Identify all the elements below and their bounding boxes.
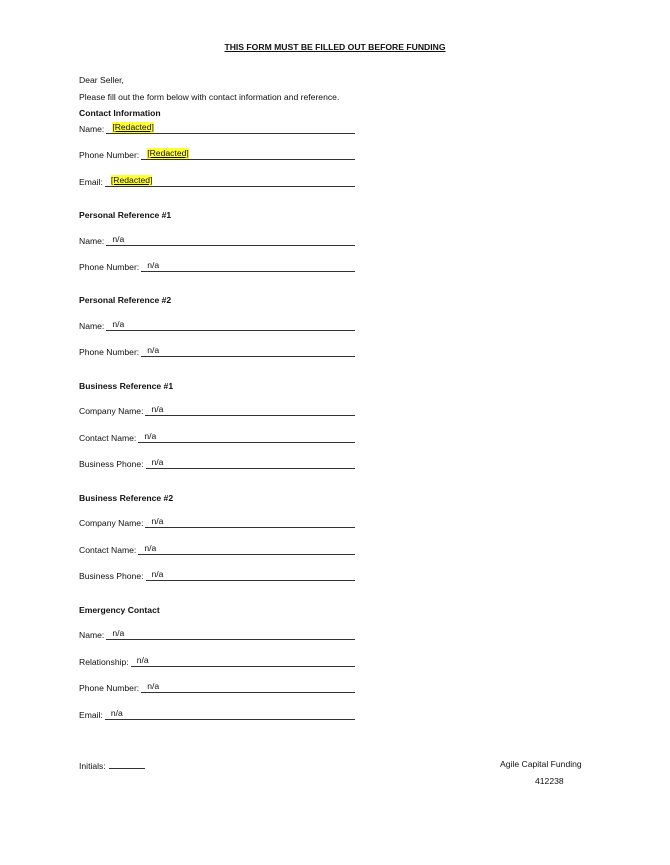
personal-ref-1-phone-value: n/a bbox=[147, 260, 160, 270]
personal-ref-1-phone-field[interactable] bbox=[79, 258, 355, 272]
emergency-email-field[interactable] bbox=[79, 706, 355, 720]
business-ref-1-phone-field[interactable] bbox=[79, 455, 355, 469]
business-ref-2-contact-label: Contact Name: bbox=[79, 545, 137, 555]
personal-ref-2-name-value: n/a bbox=[112, 319, 125, 329]
intro-text: Please fill out the form below with contact information and reference. bbox=[79, 92, 340, 102]
personal-ref-2-heading: Personal Reference #2 bbox=[79, 295, 172, 305]
company-id: 412238 bbox=[535, 776, 564, 786]
emergency-relationship-field[interactable] bbox=[79, 653, 355, 667]
emergency-phone-label: Phone Number: bbox=[79, 683, 140, 693]
contact-email-label: Email: bbox=[79, 177, 103, 187]
business-ref-1-company-value: n/a bbox=[151, 404, 164, 414]
personal-ref-1-name-field[interactable] bbox=[79, 232, 355, 246]
contact-name-label: Name: bbox=[79, 124, 105, 134]
emergency-email-value: n/a bbox=[110, 708, 123, 718]
business-ref-2-heading: Business Reference #2 bbox=[79, 493, 174, 503]
emergency-relationship-value: n/a bbox=[136, 655, 149, 665]
emergency-relationship-label: Relationship: bbox=[79, 657, 129, 667]
contact-email-field[interactable] bbox=[79, 173, 355, 187]
business-ref-1-contact-field[interactable] bbox=[79, 429, 355, 443]
business-ref-1-phone-value: n/a bbox=[151, 457, 164, 467]
contact-name-value: [Redacted] bbox=[112, 122, 154, 132]
emergency-phone-value: n/a bbox=[147, 681, 160, 691]
greeting: Dear Seller, bbox=[79, 75, 124, 85]
business-ref-2-company-field[interactable] bbox=[79, 514, 355, 528]
personal-ref-1-name-label: Name: bbox=[79, 236, 105, 246]
business-ref-2-phone-field[interactable] bbox=[79, 567, 355, 581]
business-ref-2-company-value: n/a bbox=[151, 516, 164, 526]
personal-ref-2-phone-field[interactable] bbox=[79, 343, 355, 357]
initials-field[interactable] bbox=[79, 759, 145, 771]
emergency-heading: Emergency Contact bbox=[79, 605, 160, 615]
contact-phone-label: Phone Number: bbox=[79, 150, 140, 160]
personal-ref-2-name-label: Name: bbox=[79, 321, 105, 331]
company-name: Agile Capital Funding bbox=[500, 759, 582, 769]
business-ref-1-phone-label: Business Phone: bbox=[79, 459, 144, 469]
emergency-name-field[interactable] bbox=[79, 626, 355, 640]
business-ref-1-company-field[interactable] bbox=[79, 402, 355, 416]
contact-heading: Contact Information bbox=[79, 108, 161, 118]
business-ref-1-contact-label: Contact Name: bbox=[79, 433, 137, 443]
contact-phone-value: [Redacted] bbox=[147, 148, 189, 158]
business-ref-2-contact-field[interactable] bbox=[79, 541, 355, 555]
business-ref-1-company-label: Company Name: bbox=[79, 406, 144, 416]
personal-ref-2-name-field[interactable] bbox=[79, 317, 355, 331]
emergency-name-label: Name: bbox=[79, 630, 105, 640]
business-ref-1-heading: Business Reference #1 bbox=[79, 381, 174, 391]
emergency-phone-field[interactable] bbox=[79, 679, 355, 693]
personal-ref-1-name-value: n/a bbox=[112, 234, 125, 244]
initials-label: Initials: bbox=[79, 761, 106, 771]
personal-ref-2-phone-value: n/a bbox=[147, 345, 160, 355]
initials-blank[interactable] bbox=[109, 759, 145, 769]
contact-email-value: [Redacted] bbox=[110, 175, 153, 185]
business-ref-2-phone-value: n/a bbox=[151, 569, 164, 579]
personal-ref-1-heading: Personal Reference #1 bbox=[79, 210, 172, 220]
emergency-name-value: n/a bbox=[112, 628, 125, 638]
emergency-email-label: Email: bbox=[79, 710, 103, 720]
business-ref-2-contact-value: n/a bbox=[144, 543, 157, 553]
personal-ref-2-phone-label: Phone Number: bbox=[79, 347, 140, 357]
business-ref-1-contact-value: n/a bbox=[144, 431, 157, 441]
business-ref-2-company-label: Company Name: bbox=[79, 518, 144, 528]
business-ref-2-phone-label: Business Phone: bbox=[79, 571, 144, 581]
personal-ref-1-phone-label: Phone Number: bbox=[79, 262, 140, 272]
contact-phone-field[interactable] bbox=[79, 146, 355, 160]
form-title: THIS FORM MUST BE FILLED OUT BEFORE FUNDING bbox=[224, 42, 446, 52]
contact-name-field[interactable] bbox=[79, 120, 355, 134]
